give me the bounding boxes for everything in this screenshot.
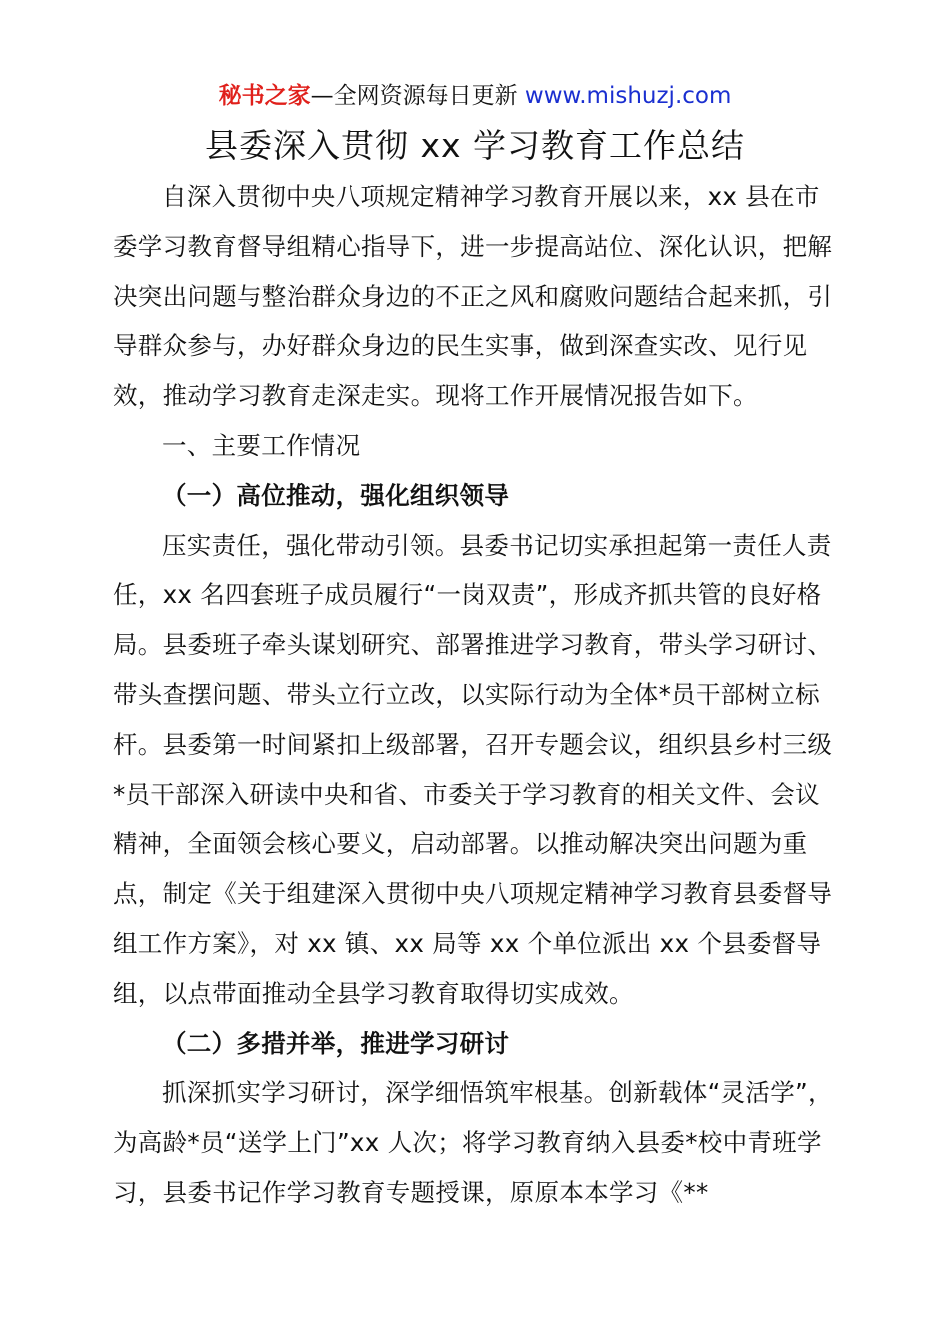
document-body bbox=[113, 172, 843, 1218]
subsection-heading-2: （二）多措并举，推进学习研讨 bbox=[162, 1028, 510, 1058]
subsection-1-paragraph: 压实责任，强化带动引领。县委书记切实承担起第一责任人责任，xx 名四套班子成员履行“一岗双责”，形成齐抓共管的良好格局。县委班子牵头谋划研究、部署推进学习教育，带头学习研讨、带头查摆问题、带头立行立改，以实际行动为全体*员干部树立标杆。县委第一时间紧扣上级部署，召开专题会议，组织县乡村三级*员干部深入研读中央和省、市委关于学习教育的相关文件、会议精神，全面领会核心要义，启动部署。以推动解决突出问题为重点，制定《关于组建深入贯彻中央八项规定精神学习教育县委督导组工作方案》，对 xx 镇、xx 局等 xx 个单位派出 xx 个县委督导组，以点带面推动全县学习教育取得切实成效。 bbox=[113, 530, 833, 1008]
section-heading-main-work: 一、主要工作情况 bbox=[162, 430, 361, 460]
subsection-heading-1: （一）高位推动，强化组织领导 bbox=[162, 480, 510, 510]
site-banner bbox=[0, 80, 950, 112]
intro-paragraph: 自深入贯彻中央八项规定精神学习教育开展以来，xx 县在市委学习教育督导组精心指导下，进一步提高站位、深化认识，把解决突出问题与整治群众身边的不正之风和腐败问题结合起来抓，引导群众参与，办好群众身边的民生实事，做到深查实改、见行见效，推动学习教育走深走实。现将工作开展情况报告如下。 bbox=[113, 182, 833, 411]
document-title: 县委深入贯彻 xx 学习教育工作总结 bbox=[204, 126, 746, 165]
site-tagline: —全网资源每日更新 bbox=[310, 83, 525, 109]
site-url-link[interactable]: www.mishuzj.com bbox=[524, 83, 732, 109]
site-brand: 秘书之家 bbox=[218, 83, 311, 109]
subsection-2-paragraph: 抓深抓实学习研讨，深学细悟筑牢根基。创新载体“灵活学”，为高龄*员“送学上门”xx 人次；将学习教育纳入县委*校中青班学习，县委书记作学习教育专题授课，原原本本学习《** bbox=[113, 1078, 833, 1207]
